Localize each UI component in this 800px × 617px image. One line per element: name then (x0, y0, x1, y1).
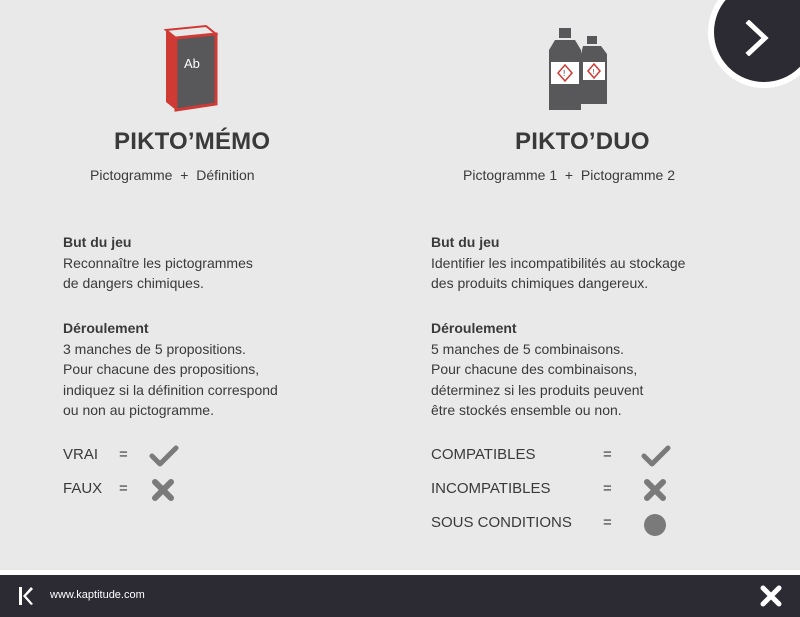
equals-sign: = (119, 480, 128, 497)
pikto-duo-subtitle: Pictogramme 1 + Pictogramme 2 (463, 167, 676, 183)
legend-row-vrai (63, 446, 128, 463)
cross-icon (643, 478, 667, 506)
pikto-duo-flow (431, 318, 643, 421)
flow-line: déterminez si les produits peuvent (431, 381, 644, 398)
chevron-right-icon (744, 20, 770, 56)
flow-heading: Déroulement (431, 320, 517, 336)
flow-line: 3 manches de 5 propositions. (63, 340, 246, 357)
legend-label: FAUX (63, 480, 103, 497)
goal-line: Reconnaître les pictogrammes (63, 254, 253, 271)
legend-label: SOUS CONDITIONS (431, 514, 572, 531)
goal-line: de dangers chimiques. (63, 275, 204, 291)
pikto-duo-goal (431, 232, 685, 294)
book-icon (160, 24, 220, 117)
legend-row-sous-conditions (431, 514, 612, 531)
equals-sign: = (603, 446, 612, 463)
check-icon (149, 444, 179, 472)
chemical-bottles-icon (547, 28, 611, 117)
legend-label: VRAI (63, 446, 99, 463)
legend-label: COMPATIBLES (431, 446, 536, 463)
legend-label: INCOMPATIBLES (431, 480, 551, 497)
flow-heading: Déroulement (63, 320, 149, 336)
website-link[interactable]: www.kaptitude.com (50, 589, 145, 601)
close-button[interactable] (760, 585, 782, 612)
goal-line: Identifier les incompatibilités au stockage (431, 254, 686, 271)
goal-heading: But du jeu (431, 234, 500, 250)
next-button[interactable] (708, 0, 800, 88)
pikto-memo-flow (63, 318, 278, 421)
cross-icon (151, 478, 175, 506)
close-icon (760, 585, 782, 607)
flow-line: ou non au pictogramme. (63, 402, 214, 418)
flow-line: indiquez si la définition correspond (63, 381, 278, 398)
pikto-memo-goal (63, 232, 253, 294)
equals-sign: = (119, 446, 128, 463)
circle-icon (642, 512, 668, 542)
flow-line: Pour chacune des propositions, (63, 361, 260, 377)
flow-line: être stockés ensemble ou non. (431, 402, 622, 418)
legend-row-faux (63, 480, 128, 497)
svg-text:!: ! (563, 69, 566, 78)
pikto-duo-title: PIKTO’DUO (515, 128, 650, 155)
svg-text:!: ! (592, 69, 595, 76)
footer-bar (0, 575, 800, 617)
check-icon (641, 444, 671, 472)
goal-line: des produits chimiques dangereux. (431, 275, 649, 291)
flow-line: 5 manches de 5 combinaisons. (431, 340, 624, 357)
pikto-memo-subtitle: Pictogramme + Définition (90, 167, 255, 183)
kaptitude-logo-icon[interactable] (18, 586, 34, 611)
legend-row-incompatibles (431, 480, 612, 497)
legend-row-compatibles (431, 446, 612, 463)
equals-sign: = (603, 480, 612, 497)
goal-heading: But du jeu (63, 234, 132, 250)
pikto-memo-title: PIKTO’MÉMO (114, 128, 271, 155)
flow-line: Pour chacune des combinaisons, (431, 361, 638, 377)
equals-sign: = (603, 514, 612, 531)
svg-text:Ab: Ab (184, 56, 200, 71)
